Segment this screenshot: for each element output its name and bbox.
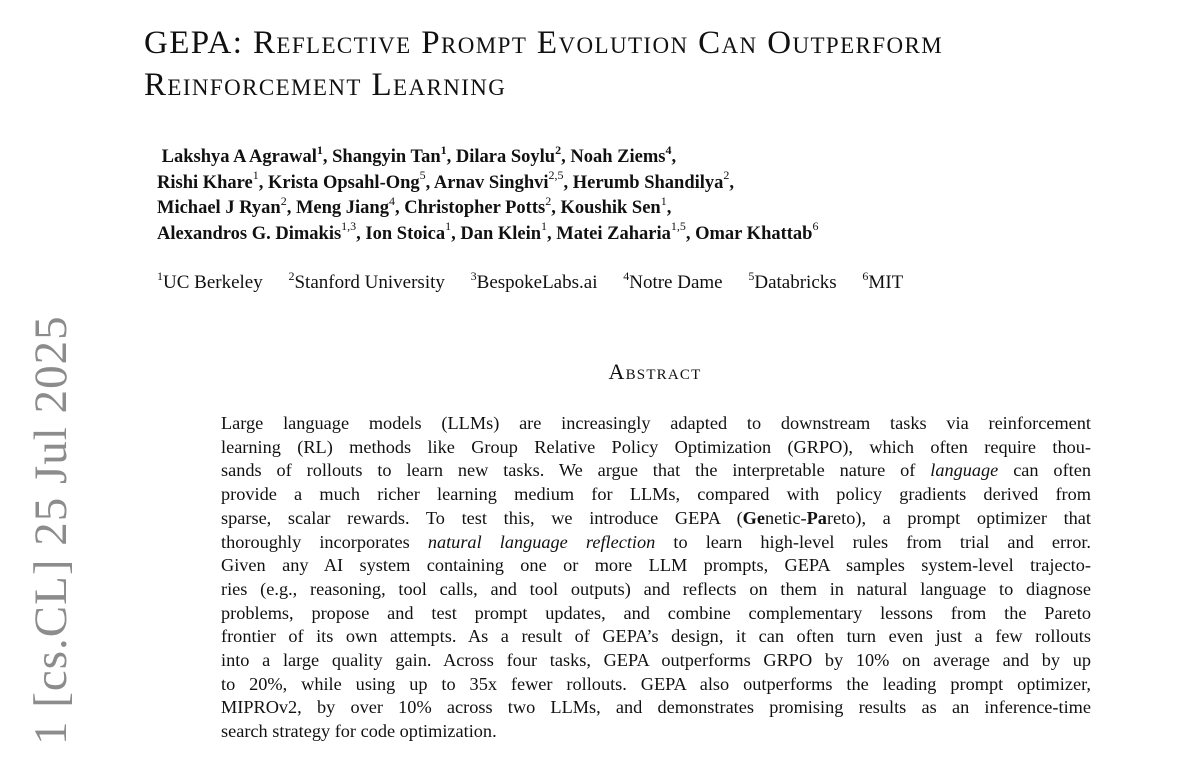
author-line-2: Rishi Khare$^1$, Krista Opsahl-Ong$^5$, Arnav Singhvi$^{2,5}$, Herumb Shandilya$^2$,: [157, 168, 735, 193]
author-name: Arnav Singhvi: [433, 172, 549, 193]
abstract-text: thoroughly incorporates: [221, 531, 410, 552]
abstract-line: to 20%, while using up to 35x fewer rollouts. GEPA also outperforms the leading prompt optimizer,: [221, 673, 1091, 694]
author-name: Krista Opsahl-Ong: [268, 172, 420, 193]
abstract-line: Large language models (LLMs) are increasingly adapted to downstream tasks via reinforcement: [221, 413, 1091, 433]
paper-title-line-2: Reinforcement Learning: [144, 67, 507, 103]
author-name: Omar Khattab: [695, 223, 813, 244]
abstract-text: sparse, scalar rewards. To test this, we introduce GEPA (: [221, 507, 743, 528]
author-affiliation-mark: 2: [280, 193, 287, 208]
author-affiliation-mark: 4: [388, 193, 395, 208]
author-affiliation-mark: 1: [316, 142, 323, 157]
author-name: Herumb Shandilya: [572, 172, 724, 193]
abstract-emphasis: natural language reflection: [427, 531, 656, 552]
abstract-line: into a large quality gain. Across four tasks, GEPA outperforms GRPO by 10% on average and by up: [221, 650, 1091, 671]
author-affiliation-mark: 1: [440, 142, 447, 157]
paper-title: [144, 22, 1184, 106]
author-affiliation-mark: 2,5: [548, 168, 564, 183]
author-affiliation-mark: 2: [723, 168, 730, 183]
abstract-line: Given any AI system containing one or more LLM prompts, GEPA samples system-level trajecto-: [221, 555, 1091, 576]
author-name: Rishi Khare: [157, 172, 253, 193]
affiliation-item: [157, 268, 263, 295]
affiliation-name: Notre Dame: [629, 272, 723, 293]
abstract-line: [221, 531, 1091, 555]
author-name: Christopher Potts: [404, 198, 546, 218]
abstract-line: ries (e.g., reasoning, tool calls, and tool outputs) and reflects on them in natural language to diagnose: [221, 578, 1091, 599]
author-name: Alexandros G. Dimakis: [157, 223, 342, 244]
author-line-3: Michael J Ryan$^2$, Meng Jiang$^4$, Christopher Potts$^2$, Koushik Sen$^1$,: [157, 193, 672, 218]
abstract-text: sands of rollouts to learn new tasks. We argue that the interpretable nature of: [221, 460, 916, 481]
abstract-emphasis: language: [930, 460, 999, 481]
author-name: Noah Ziems: [570, 147, 666, 167]
author-affiliation-mark: 1: [445, 219, 452, 234]
affiliation-mark: 1: [157, 268, 163, 283]
author-name: Matei Zaharia: [556, 223, 671, 244]
affiliation-item: [623, 268, 723, 295]
author-name: Meng Jiang: [295, 198, 389, 218]
affiliation-item: [862, 268, 904, 295]
affiliation-item: [288, 268, 445, 295]
author-name: Ion Stoica: [365, 223, 446, 244]
author-line-1: Lakshya A Agrawal$^1$, Shangyin Tan$^1$, Dilara Soylu$^2$, Noah Ziems$^4$,: [161, 142, 677, 167]
paper-title-line-1: GEPA: Reflective Prompt Evolution Can Outperform: [144, 25, 944, 61]
abstract-line: MIPROv2, by over 10% across two LLMs, and demonstrates promising results as an inference-time: [221, 697, 1091, 718]
abstract-text: to learn high-level rules from trial and error.: [673, 531, 1091, 552]
abstract-bold: Ge: [742, 507, 765, 528]
author-name: Michael J Ryan: [157, 198, 281, 218]
author-name: Lakshya A Agrawal: [161, 147, 317, 167]
affiliation-name: UC Berkeley: [163, 272, 263, 293]
abstract-text: can often: [1013, 460, 1091, 481]
affiliation-name: MIT: [868, 272, 904, 293]
author-affiliation-mark: 5: [419, 168, 426, 183]
abstract-text: netic-: [765, 507, 807, 528]
affiliation-item: [748, 268, 837, 295]
abstract-line: search strategy for code optimization.: [221, 721, 497, 742]
affiliation-name: BespokeLabs.ai: [476, 272, 598, 293]
author-affiliation-mark: 1: [252, 168, 259, 183]
abstract-text: reto), a prompt optimizer that: [826, 507, 1091, 528]
abstract-line: learning (RL) methods like Group Relative Policy Optimization (GRPO), which often require thou-: [221, 436, 1091, 457]
author-affiliation-mark: 1: [660, 193, 667, 208]
author-affiliation-mark: 6: [812, 219, 819, 234]
author-affiliation-mark: 1,5: [670, 219, 686, 234]
affiliation-mark: 2: [288, 268, 295, 283]
abstract-line: provide a much richer learning medium for LLMs, compared with policy gradients derived from: [221, 484, 1091, 505]
affiliation-name: Databricks: [754, 272, 837, 293]
abstract-heading: Abstract: [608, 359, 702, 384]
author-affiliation-mark: 2: [555, 142, 562, 157]
author-name: Koushik Sen: [560, 198, 661, 218]
author-affiliation-mark: 4: [665, 142, 672, 157]
affiliation-mark: 3: [470, 268, 477, 283]
author-affiliation-mark: 1: [541, 219, 548, 234]
author-line-4: Alexandros G. Dimakis$^{1,3}$, Ion Stoica$^1$, Dan Klein$^1$, Matei Zaharia$^{1,5}$, Omar Khattab$^6$: [157, 219, 819, 244]
abstract-bold: Pa: [806, 507, 827, 528]
abstract-line: [221, 459, 1091, 483]
author-list: [157, 142, 1157, 247]
abstract-line: [221, 507, 1091, 531]
author-affiliation-mark: 2: [545, 193, 552, 208]
abstract-line: frontier of its own attempts. As a result of GEPA’s design, it can often turn even just a few rollouts: [221, 626, 1091, 647]
affiliation-item: [470, 268, 598, 295]
author-affiliation-mark: 1,3: [341, 219, 357, 234]
affiliation-mark: 6: [862, 268, 869, 283]
abstract-line: problems, propose and test prompt updates, and combine complementary lessons from the Pareto: [221, 602, 1091, 623]
affiliation-mark: 5: [748, 268, 755, 283]
arxiv-identifier-stamp: 1 [cs.CL] 25 Jul 2025: [25, 315, 77, 745]
affiliation-list: [157, 268, 924, 295]
author-name: Dilara Soylu: [455, 147, 556, 167]
author-name: Dan Klein: [460, 223, 542, 244]
affiliation-mark: 4: [623, 268, 630, 283]
abstract-body: [221, 412, 1091, 744]
affiliation-name: Stanford University: [294, 272, 445, 293]
author-name: Shangyin Tan: [332, 147, 441, 167]
